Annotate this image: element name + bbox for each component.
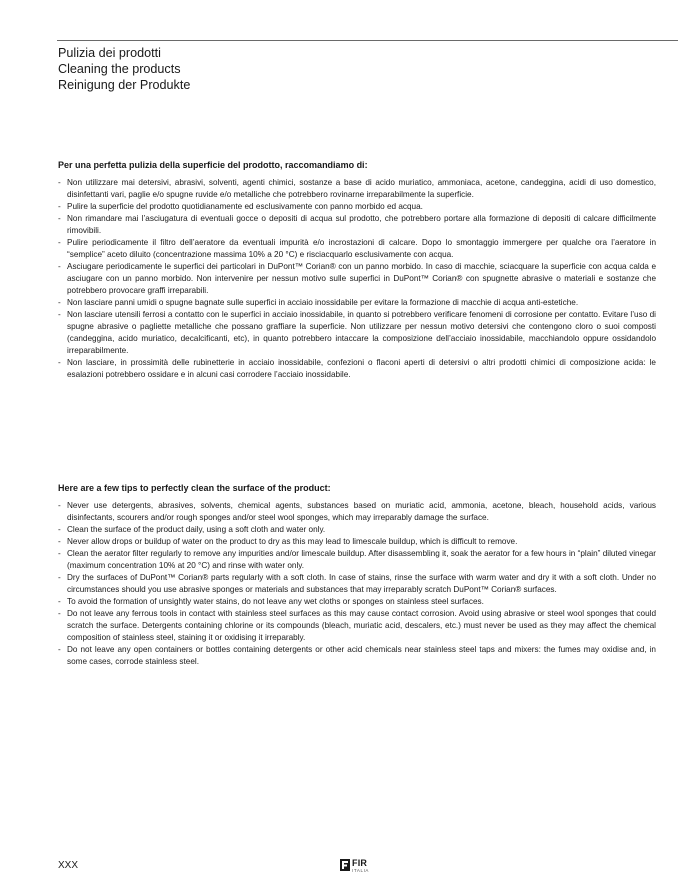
list-item — [58, 309, 656, 357]
list-item-text: Do not leave any ferrous tools in contact with stainless steel surfaces as this may cause contact corrosion. Avoid using abrasive or steel wool sponges that could scratch the surface. Detergents containing chlorine or its compounds (bleach, muriatic acid, descalers, etc.) must never be used as they may affect the chemical composition of stainless steel, staining it or oxidising it irreparably. — [67, 609, 656, 642]
list-item — [58, 572, 656, 596]
list-dash: - — [58, 597, 61, 606]
list-dash: - — [58, 262, 61, 271]
list-item-text: Do not leave any open containers or bottles containing detergents or other acid chemicals near stainless steel taps and mixers: the fumes may oxidise and, in some cases, corrode stainless steel. — [67, 645, 656, 666]
list-item-text: Non lasciare, in prossimità delle rubinetterie in acciaio inossidabile, confezioni o flaconi aperti di detersivi o altri prodotti chimici di composizione acida: le esalazioni potrebbero ossidare e in alcuni casi corrodere l’acciaio inossidabile. — [67, 358, 656, 379]
list-item — [58, 524, 656, 536]
list-item-text: To avoid the formation of unsightly water stains, do not leave any wet cloths or sponges on stainless steel surfaces. — [67, 597, 484, 606]
list-item — [58, 201, 656, 213]
list-item-text: Clean the aerator filter regularly to remove any impurities and/or limescale buildup. After disassembling it, soak the aerator for a few hours in “plain” diluted vinegar (maximum concentration 10% at 20 °C) and rinse with water only. — [67, 549, 656, 570]
list-dash: - — [58, 178, 61, 187]
list-item-text: Dry the surfaces of DuPont™ Corian® parts regularly with a soft cloth. In case of stains, rinse the surface with warm water and dry it with a soft cloth. Under no circumstances should you use abrasive sponges or materials and substances that may irreparably scratch DuPont™ Corian® surfaces. — [67, 573, 656, 594]
list-dash: - — [58, 573, 61, 582]
list-dash: - — [58, 609, 61, 618]
italian-lead: Per una perfetta pulizia della superficie del prodotto, raccomandiamo di: — [58, 160, 368, 170]
list-item — [58, 644, 656, 668]
logo-wordmark: FIR — [352, 858, 368, 868]
top-divider — [57, 40, 678, 41]
list-item-text: Non lasciare utensili ferrosi a contatto con le superfici in acciaio inossidabile, in quanto si potrebbero verificare fenomeni di corrosione per contatto. Evitare l’uso di spugne abrasive o pagliette metalliche che possano graffiare la superficie. Non utilizzare per nessun motivo detersivi che contengono cloro o suoi composti (candeggina, acido muriatico, decalcificanti, etc), in quanto potrebbero intaccare la composizione dell’acciaio inossidabile, macchiandolo oppure ossidandolo irreparabilmente. — [67, 310, 656, 355]
list-item-text: Clean the surface of the product daily, using a soft cloth and water only. — [67, 525, 326, 534]
list-item — [58, 536, 656, 548]
list-dash: - — [58, 202, 61, 211]
list-dash: - — [58, 525, 61, 534]
list-dash: - — [58, 298, 61, 307]
list-dash: - — [58, 537, 61, 546]
list-item — [58, 297, 656, 309]
english-section — [58, 482, 656, 668]
logo-subtext: ITALIA — [352, 868, 370, 873]
list-item — [58, 357, 656, 381]
list-item — [58, 177, 656, 201]
list-dash: - — [58, 501, 61, 510]
fir-logo-icon — [340, 859, 350, 871]
list-item — [58, 261, 656, 297]
italian-tips-list — [58, 177, 656, 381]
list-dash: - — [58, 549, 61, 558]
list-item — [58, 237, 656, 261]
list-item-text: Non lasciare panni umidi o spugne bagnate sulle superfici in acciaio inossidabile per evitare la formazione di macchie di acqua anti-estetiche. — [67, 298, 579, 307]
page-number: XXX — [58, 860, 79, 871]
list-dash: - — [58, 358, 61, 367]
english-lead: Here are a few tips to perfectly clean the surface of the product: — [58, 483, 331, 493]
list-item-text: Pulire la superficie del prodotto quotidianamente ed esclusivamente con panno morbido ed acqua. — [67, 202, 423, 211]
page-title-german: Reinigung der Produkte — [58, 78, 191, 92]
list-dash: - — [58, 238, 61, 247]
page-title-english: Cleaning the products — [58, 62, 181, 76]
list-item — [58, 548, 656, 572]
list-item-text: Pulire periodicamente il filtro dell’aeratore da eventuali impurità e/o incrostazioni di calcare. Dopo lo smontaggio immergere per qualche ora l’aeratore in “semplice” aceto diluito (concentrazione massima 10% a 20 °C) e risciacquarlo esclusivamente con acqua. — [67, 238, 656, 259]
list-item-text: Non rimandare mai l’asciugatura di eventuali gocce o depositi di acqua sul prodotto, che potrebbero portare alla formazione di depositi di calcare difficilmente rimovibili. — [67, 214, 656, 235]
page-title-block — [58, 45, 190, 93]
list-item — [58, 608, 656, 644]
list-dash: - — [58, 310, 61, 319]
list-item — [58, 500, 656, 524]
fir-italia-logo — [340, 859, 369, 873]
list-item-text: Never use detergents, abrasives, solvents, chemical agents, substances based on muriatic acid, ammonia, acetone, bleach, household acids, various disinfectants, scourers and/or rough sponges and/or steel wool sponges, which may irreparably damage the surface. — [67, 501, 656, 522]
list-item-text: Never allow drops or buildup of water on the product to dry as this may lead to limescale buildup, which is difficult to remove. — [67, 537, 518, 546]
list-item-text: Non utilizzare mai detersivi, abrasivi, solventi, agenti chimici, sostanze a base di acido muriatico, ammoniaca, acetone, candeggina, acidi di uso domestico, disinfettanti vari, paglie e/o spugne ruvide e/o metalliche che potrebbero rovinarne irreparabilmente la superficie. — [67, 178, 656, 199]
list-item — [58, 213, 656, 237]
list-item — [58, 596, 656, 608]
italian-section — [58, 159, 656, 381]
english-tips-list — [58, 500, 656, 668]
list-dash: - — [58, 214, 61, 223]
page-title-italian: Pulizia dei prodotti — [58, 46, 161, 60]
list-item-text: Asciugare periodicamente le superfici dei particolari in DuPont™ Corian® con un panno morbido. In caso di macchie, sciacquare la superficie con acqua calda e asciugare con un panno morbido. Non intervenire per nessun motivo sulle superfici in DuPont™ Corian® con spugnette abrasive o materiali e sostanze che potrebbero provocare graffi irreparabili. — [67, 262, 656, 295]
list-dash: - — [58, 645, 61, 654]
